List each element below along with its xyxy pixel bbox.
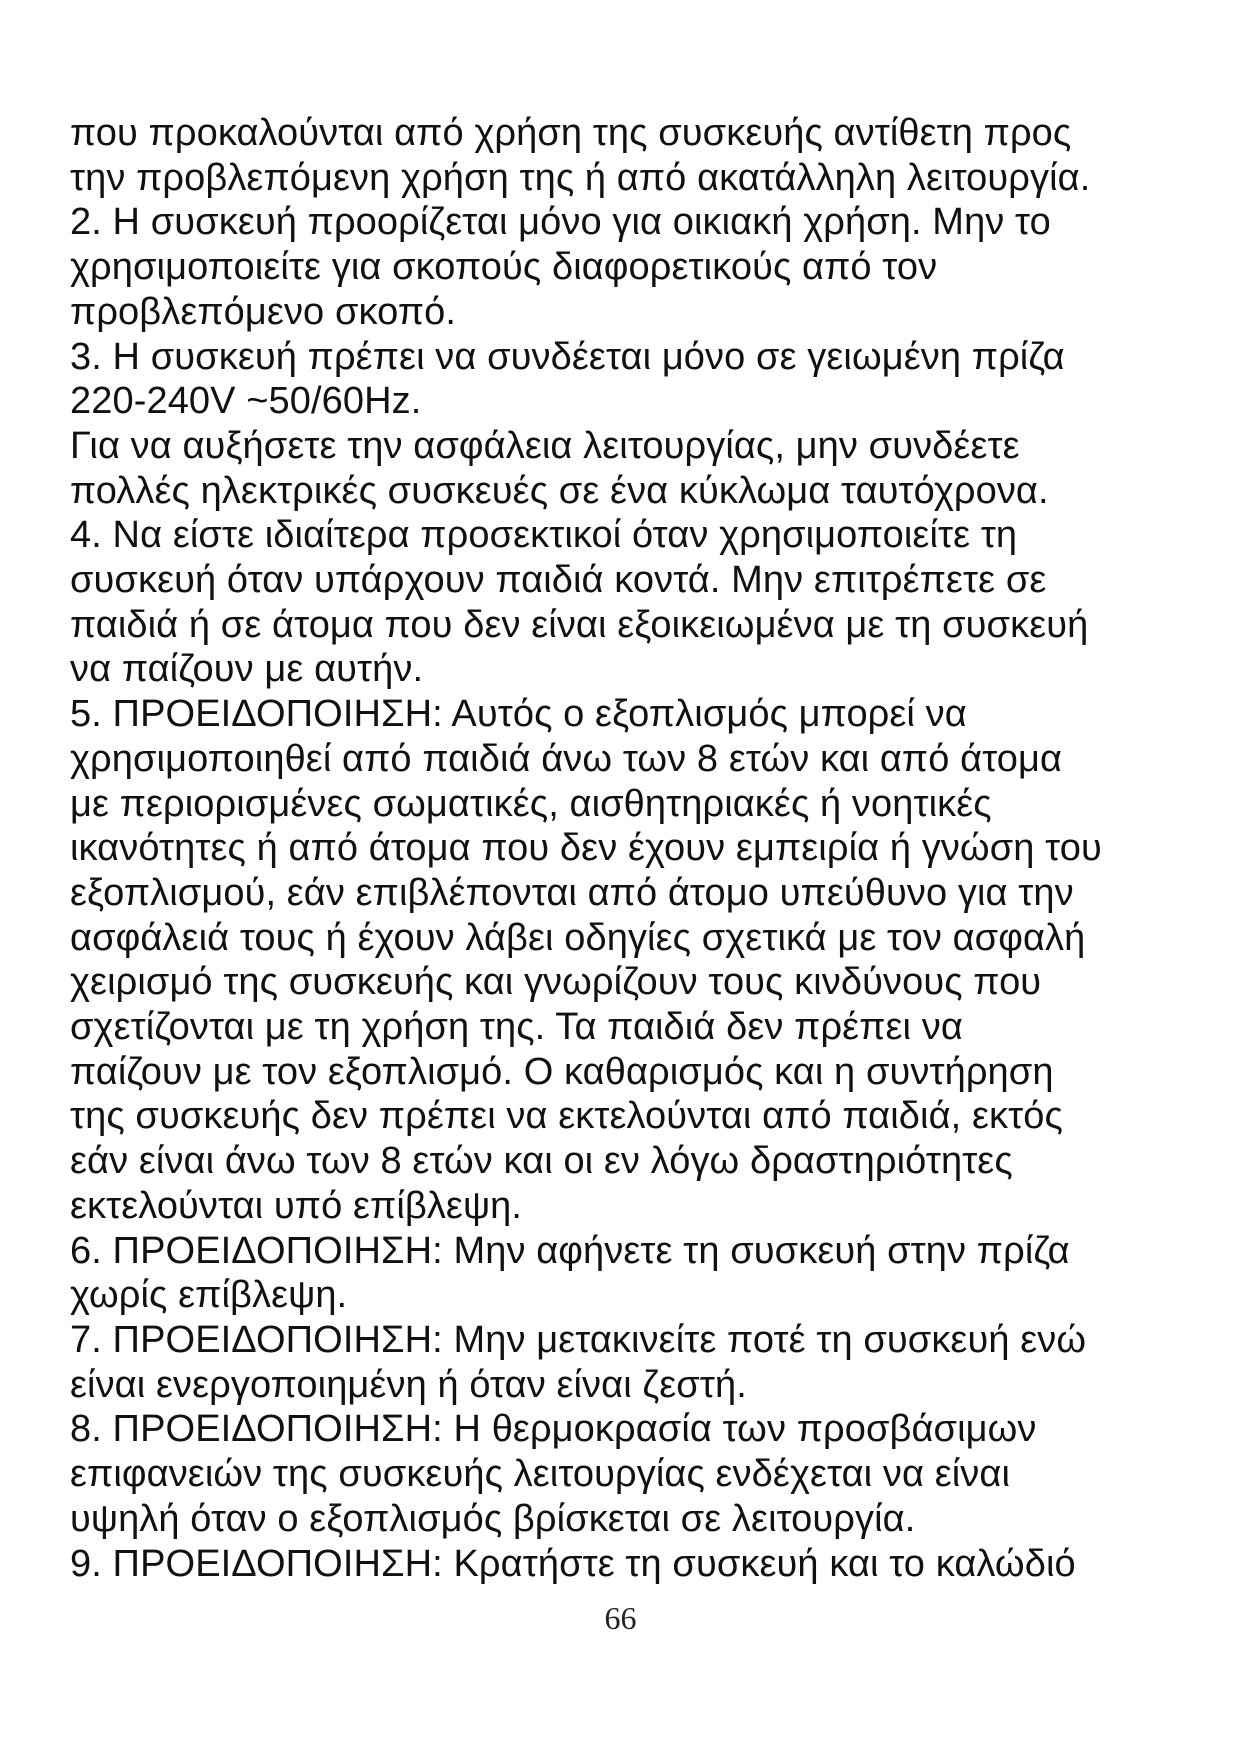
- text-line: 9. ΠΡΟΕΙΔΟΠΟΙΗΣΗ: Κρατήστε τη συσκευή και το καλώδιό: [70, 1542, 1076, 1585]
- text-line: εκτελούνται υπό επίβλεψη.: [70, 1184, 523, 1227]
- text-line: είναι ενεργοποιημένη ή όταν είναι ζεστή.: [70, 1363, 747, 1406]
- text-line: σχετίζονται με τη χρήση της. Τα παιδιά δεν πρέπει να: [70, 1006, 963, 1049]
- text-line: πολλές ηλεκτρικές συσκευές σε ένα κύκλωμα ταυτόχρονα.: [70, 469, 1049, 512]
- text-line: 2. Η συσκευή προορίζεται μόνο για οικιακή χρήση. Μην το: [70, 201, 1051, 244]
- text-line: την προβλεπόμενη χρήση της ή από ακατάλληλη λειτουργία.: [70, 156, 1091, 199]
- text-line: χρησιμοποιείτε για σκοπούς διαφορετικούς από τον: [70, 246, 938, 289]
- text-line: 7. ΠΡΟΕΙΔΟΠΟΙΗΣΗ: Μην μετακινείτε ποτέ τη συσκευή ενώ: [70, 1318, 1087, 1361]
- text-line: με περιορισμένες σωματικές, αισθητηριακές ή νοητικές: [70, 782, 992, 825]
- text-line: που προκαλούνται από χρήση της συσκευής αντίθετη προς: [70, 112, 1072, 154]
- text-line: προβλεπόμενο σκοπό.: [70, 290, 457, 333]
- text-line: επιφανειών της συσκευής λειτουργίας ενδέχεται να είναι: [70, 1453, 1010, 1496]
- text-line: παιδιά ή σε άτομα που δεν είναι εξοικειωμένα με τη συσκευή: [70, 603, 1089, 646]
- text-line: ασφάλειά τους ή έχουν λάβει οδηγίες σχετικά με τον ασφαλή: [70, 916, 1086, 959]
- text-line: να παίζουν με αυτήν.: [70, 648, 424, 691]
- text-line: Για να αυξήσετε την ασφάλεια λειτουργίας, μην συνδέετε: [70, 424, 1020, 467]
- text-line: ικανότητες ή από άτομα που δεν έχουν εμπειρία ή γνώση του: [70, 827, 1102, 870]
- text-line: χωρίς επίβλεψη.: [70, 1274, 348, 1317]
- text-line: παίζουν με τον εξοπλισμό. Ο καθαρισμός και η συντήρηση: [70, 1050, 1054, 1093]
- text-line: 5. ΠΡΟΕΙΔΟΠΟΙΗΣΗ: Αυτός ο εξοπλισμός μπορεί να: [70, 693, 967, 736]
- text-line: εάν είναι άνω των 8 ετών και οι εν λόγω δραστηριότητες: [70, 1140, 1013, 1183]
- text-line: συσκευή όταν υπάρχουν παιδιά κοντά. Μην επιτρέπετε σε: [70, 559, 1047, 602]
- page-number: 66: [604, 1600, 637, 1636]
- text-line: της συσκευής δεν πρέπει να εκτελούνται από παιδιά, εκτός: [70, 1095, 1063, 1138]
- text-line: χρησιμοποιηθεί από παιδιά άνω των 8 ετών και από άτομα: [70, 737, 1063, 780]
- text-line: 3. Η συσκευή πρέπει να συνδέεται μόνο σε γειωμένη πρίζα: [70, 335, 1065, 378]
- text-line: χειρισμό της συσκευής και γνωρίζουν τους κινδύνους που: [70, 961, 1042, 1004]
- body-text: [70, 111, 1190, 1586]
- text-line: 4. Να είστε ιδιαίτερα προσεκτικοί όταν χρησιμοποιείτε τη: [70, 514, 1018, 557]
- text-line: 6. ΠΡΟΕΙΔΟΠΟΙΗΣΗ: Μην αφήνετε τη συσκευή στην πρίζα: [70, 1229, 1070, 1272]
- text-line: υψηλή όταν ο εξοπλισμός βρίσκεται σε λειτουργία.: [70, 1497, 916, 1540]
- text-line: 8. ΠΡΟΕΙΔΟΠΟΙΗΣΗ: Η θερμοκρασία των προσβάσιμων: [70, 1408, 1037, 1451]
- text-line: εξοπλισμού, εάν επιβλέπονται από άτομο υπεύθυνο για την: [70, 871, 1074, 914]
- text-line: 220-240V ~50/60Hz.: [70, 380, 422, 423]
